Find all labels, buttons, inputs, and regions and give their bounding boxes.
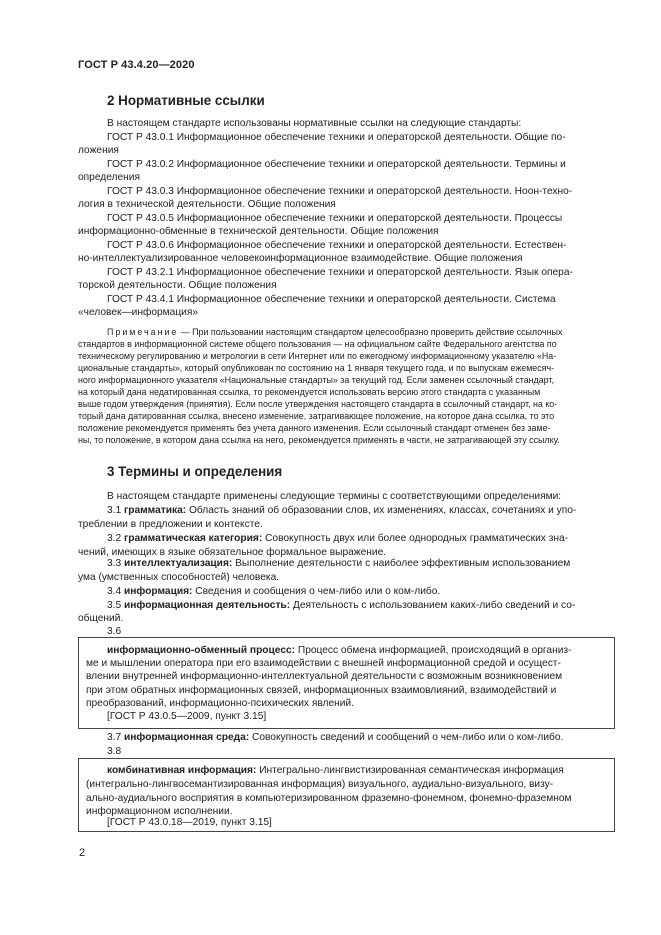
term-definition: Деятельность с использованием каких-либо сведений и со- <box>290 600 576 611</box>
section-3-title: 3 Термины и определения <box>107 464 283 479</box>
ref-line: ГОСТ Р 43.4.1 Информационное обеспечение техники и операторской деятельности. Система <box>107 294 556 305</box>
ref-line: информационно-обменные в технической деятельности. Общие положения <box>78 226 439 237</box>
ref-line: ГОСТ Р 43.0.5 Информационное обеспечение техники и операторской деятельности. Процессы <box>107 213 563 224</box>
term-number: 3.8 <box>107 746 122 757</box>
ref-line: но-интеллектуализированное человекоинформационное взаимодействие. Общие положения <box>78 253 523 264</box>
ref-line: ГОСТ Р 43.0.6 Информационное обеспечение техники и операторской деятельности. Естествен- <box>107 240 567 251</box>
term-3-4 <box>107 585 440 598</box>
page-number: 2 <box>79 847 86 859</box>
term-name: грамматическая категория: <box>124 533 263 544</box>
term-number: 3.3 <box>107 558 124 569</box>
ref-line: торской деятельности. Общие положения <box>78 280 277 291</box>
section-3-intro: В настоящем стандарте применены следующие термины с соответствующими определениями: <box>107 491 562 502</box>
ref-line: определения <box>78 172 141 183</box>
term-number: 3.2 <box>107 533 124 544</box>
term-number: 3.1 <box>107 505 124 516</box>
term-definition: Выполнение деятельности с наиболее эффективным использованием <box>232 558 571 569</box>
term-definition: Сведения и сообщения о чем-либо или о ком-либо. <box>192 586 441 597</box>
term-definition: Совокупность двух или более однородных грамматических зна- <box>262 533 569 544</box>
term-definition-cont: чений, имеющих в языке обязательное формальное выражение. <box>78 547 387 558</box>
term-name: информационная среда: <box>124 732 250 743</box>
term-source: [ГОСТ Р 43.0.5—2009, пункт 3.15] <box>107 711 267 722</box>
term-definition-cont: ально-аудиального восприятия в компьютеризированном фраземно-фонемном, фонемно-фраземном <box>86 793 572 804</box>
term-name: информация: <box>124 586 193 597</box>
term-number: 3.7 <box>107 732 124 743</box>
term-number: 3.6 <box>107 626 122 637</box>
note-first-line <box>107 326 562 338</box>
ref-line: ложения <box>78 145 119 156</box>
ref-line: ГОСТ Р 43.2.1 Информационное обеспечение техники и операторской деятельности. Язык опера- <box>107 267 573 278</box>
term-name: информационно-обменный процесс: <box>107 645 296 656</box>
ref-line: логия в технической деятельности. Общие положения <box>78 199 336 210</box>
note-line: техническому регулированию и метрологии в сети Интернет или по ежегодному информационному указателю «На- <box>78 351 557 361</box>
note-line: стандартов в информационной системе общего пользования — на официальном сайте Федерального агентства по <box>78 339 557 349</box>
term-name: грамматика: <box>124 505 187 516</box>
term-3-6 <box>107 644 571 657</box>
ref-line: «человек—информация» <box>78 307 199 318</box>
term-definition-cont: преобразований, информационно-психических явлений. <box>86 698 354 709</box>
term-name: комбинативная информация: <box>107 765 257 776</box>
term-3-5 <box>107 599 575 612</box>
section-2-title: 2 Нормативные ссылки <box>107 93 265 108</box>
term-name: интеллектуализация: <box>124 558 233 569</box>
term-definition-cont: ме и мышлении оператора при его взаимодействии с внешней информационной средой и осущест- <box>86 658 561 669</box>
note-line: на который дана недатированная ссылка, то рекомендуется использовать версию этого стандарта с указанным <box>78 387 541 397</box>
term-definition-cont: информационном исполнении. <box>86 806 233 817</box>
term-source: [ГОСТ Р 43.0.18—2019, пункт 3.15] <box>107 817 272 828</box>
note-line: торый дана датированная ссылка, внесено изменение, затрагивающее положение, на которое дана ссылка, то это <box>78 411 555 421</box>
term-number: 3.5 <box>107 600 124 611</box>
ref-line: ГОСТ Р 43.0.3 Информационное обеспечение техники и операторской деятельности. Ноон-техно- <box>107 186 573 197</box>
note-line: ного информационного указателя «Национальные стандарты» за текущий год. Если заменен ссылочный стандарт, <box>78 375 554 385</box>
term-definition-cont: треблении в предложении и контексте. <box>78 519 263 530</box>
term-3-8 <box>107 764 564 777</box>
term-definition: Область знаний об образовании слов, их изменениях, классах, сочетаниях и упо- <box>186 505 577 516</box>
term-definition-cont: влении внутренней информационно-интеллектуальной деятельности с возможным возникновением <box>86 671 563 682</box>
term-definition: Совокупность сведений и сообщений о чем-либо или о ком-либо. <box>249 732 564 743</box>
term-3-3 <box>107 557 570 570</box>
term-definition: Процесс обмена информацией, происходящий в организ- <box>295 645 572 656</box>
note-line: положение рекомендуется применять без учета данного изменения. Если ссылочный стандарт отменен без заме- <box>78 423 551 433</box>
term-number: 3.4 <box>107 586 124 597</box>
term-definition: Интегрально-лингвистизированная семантическая информация <box>256 765 564 776</box>
term-definition-cont: при этом обратных информационных связей, информационных взаимовлияний, взаимодействий и <box>86 685 557 696</box>
term-3-2 <box>107 532 568 545</box>
term-3-7 <box>107 731 563 744</box>
term-definition-cont: ума (умственных способностей) человека. <box>78 572 280 583</box>
term-definition-cont: общений. <box>78 613 124 624</box>
section-2-intro: В настоящем стандарте использованы нормативные ссылки на следующие стандарты: <box>107 118 522 129</box>
note-line: ны, то положение, в котором дана ссылка на него, рекомендуется применять в части, не затрагивающей эту ссылку. <box>78 435 560 445</box>
note-text: — При пользовании настоящим стандартом целесообразно проверить действие ссылочных <box>178 327 563 337</box>
term-name: информационная деятельность: <box>124 600 291 611</box>
document-header: ГОСТ Р 43.4.20—2020 <box>78 59 195 71</box>
note-line: выше годом утверждения (принятия). Если после утверждения настоящего стандарта в ссылочный стандарт, на ко- <box>78 399 558 409</box>
ref-line: ГОСТ Р 43.0.2 Информационное обеспечение техники и операторской деятельности. Термины и <box>107 159 566 170</box>
term-3-1 <box>107 504 576 517</box>
term-definition-cont: (интегрально-лингвосемантизированная информация) визуального, аудиально-визуального, визу- <box>86 779 554 790</box>
ref-line: ГОСТ Р 43.0.1 Информационное обеспечение техники и операторской деятельности. Общие по- <box>107 132 566 143</box>
note-label: Примечание <box>107 327 179 337</box>
note-line: циональные стандарты», который опубликован по состоянию на 1 января текущего года, и по выпускам ежемесяч- <box>78 363 555 373</box>
